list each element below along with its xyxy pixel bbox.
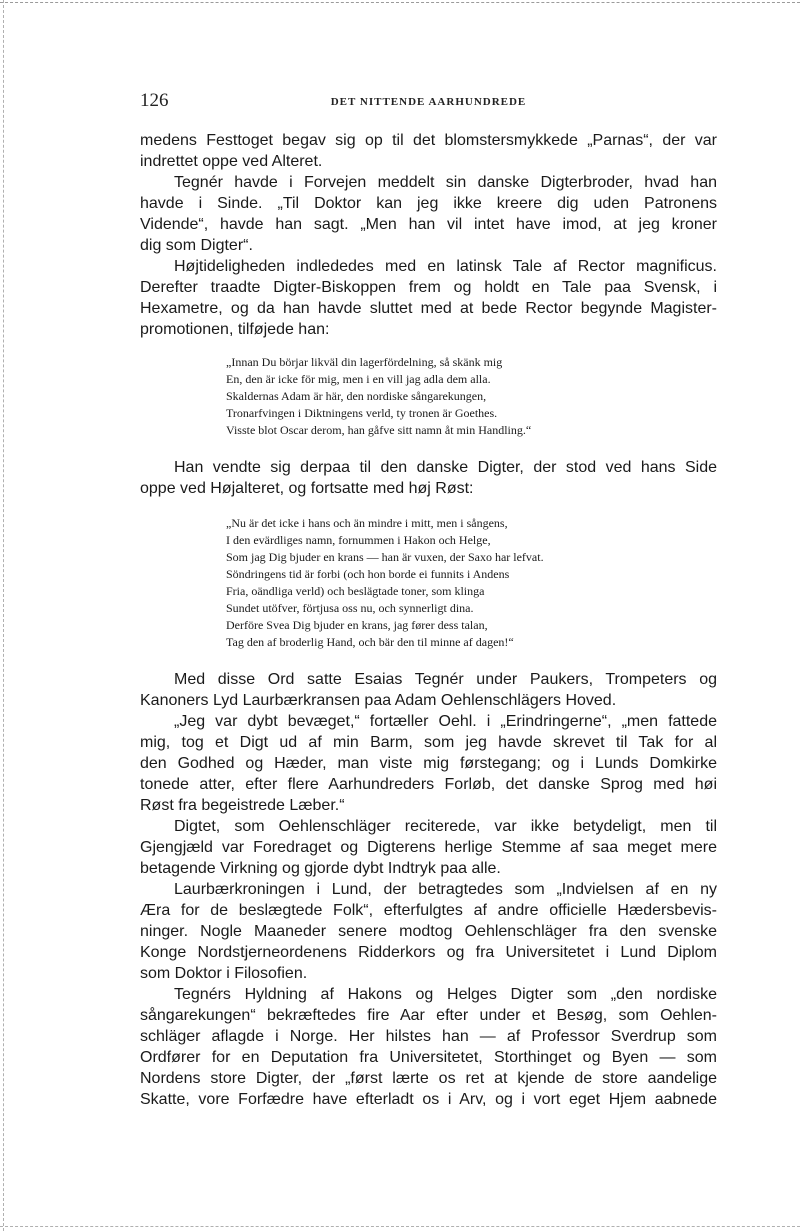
paragraph-3 xyxy=(140,256,717,340)
paragraph-6 xyxy=(140,711,717,816)
verse-line: Fria, oändliga verld) och beslägtade toner, som klinga xyxy=(226,584,485,598)
page-number: 126 xyxy=(140,90,169,111)
text-line: Nordens store Digter, der „først lærte os ret at kjende de store aandelige xyxy=(140,1070,717,1087)
verse-line: Sundet utöfver, förtjusa oss nu, och synnerligt dina. xyxy=(226,601,474,615)
text-line: Gjengjæld var Foredraget og Digterens herlige Stemme af saa meget mere xyxy=(140,839,717,856)
text-line: tonede atter, efter flere Aarhundreders Forløb, det danske Sprog med høi xyxy=(140,776,717,793)
page-header xyxy=(140,88,717,130)
text-line: Han vendte sig derpaa til den danske Digter, der stod ved hans Side xyxy=(174,459,717,476)
text-line: Derefter traadte Digter-Biskoppen frem og holdt en Tale paa Svensk, i xyxy=(140,279,717,296)
verse-line: Tronarfvingen i Diktningens verld, ty tronen är Goethes. xyxy=(226,406,498,420)
paragraph-7 xyxy=(140,816,717,879)
text-line: Kanoners Lyd Laurbærkransen paa Adam Oehlenschlägers Hoved. xyxy=(140,692,617,709)
page-content xyxy=(140,88,717,1110)
text-line: Røst fra begeistrede Læber.“ xyxy=(140,797,345,814)
text-line: indrettet oppe ved Alteret. xyxy=(140,153,323,170)
text-line: betagende Virkning og gjorde dybt Indtryk paa alle. xyxy=(140,860,501,877)
text-line: dig som Digter“. xyxy=(140,237,253,254)
text-line: mig, tog et Digt ud af min Barm, som jeg havde skrevet til Tak for al xyxy=(140,734,717,751)
paragraph-8 xyxy=(140,879,717,984)
paragraph-2 xyxy=(140,172,717,256)
scan-edge-left xyxy=(3,0,5,1231)
text-line: Æra for de beslægtede Folk“, efterfulgtes af andre officielle Hædersbevis- xyxy=(140,902,717,919)
paragraph-5 xyxy=(140,669,717,711)
text-line: schläger aflagde i Norge. Her hilstes han — af Professor Sverdrup som xyxy=(140,1028,717,1045)
text-line: Vidende“, havde han sagt. „Men han vil intet have imod, at jeg kroner xyxy=(140,216,717,233)
scan-edge-bottom xyxy=(0,1226,800,1228)
text-line: oppe ved Højalteret, og fortsatte med høj Røst: xyxy=(140,480,474,497)
text-line: sångarekungen“ bekræftedes fire Aar efter under et Besøg, som Oehlen- xyxy=(140,1007,717,1024)
scan-edge-top xyxy=(0,2,800,4)
text-line: „Jeg var dybt bevæget,“ fortæller Oehl. i „Erindringerne“, „men fattede xyxy=(174,713,717,730)
verse-quote-2 xyxy=(226,515,717,651)
text-line: som Doktor i Filosofien. xyxy=(140,965,308,982)
verse-line: Derföre Svea Dig bjuder en krans, jag fører dess talan, xyxy=(226,618,488,632)
text-line: Konge Nordstjerneordenens Ridderkors og fra Universitetet i Lund Diplom xyxy=(140,944,717,961)
text-line: Laurbærkroningen i Lund, der betragtedes som „Indvielsen af en ny xyxy=(174,881,717,898)
verse-quote-1 xyxy=(226,354,717,439)
text-line: ninger. Nogle Maaneder senere modtog Oehlenschläger fra den svenske xyxy=(140,923,717,940)
verse-line: Söndringens tid är forbi (och hon borde ei funnits i Andens xyxy=(226,567,510,581)
text-line: Hexametre, og da han havde sluttet med at bede Rector begynde Magister- xyxy=(140,300,717,317)
verse-line: En, den är icke för mig, men i en vill jag adla dem alla. xyxy=(226,372,491,386)
spacer xyxy=(140,439,717,457)
text-line: havde i Sinde. „Til Doktor kan jeg ikke kreere dig uden Patronens xyxy=(140,195,717,212)
verse-line: „Nu är det icke i hans och än mindre i mitt, men i sångens, xyxy=(226,516,508,530)
verse-line-lead: Visste blot Oscar derom, han gåfve sitt namn åt min Handling.“ xyxy=(226,423,532,437)
text-line: promotionen, tilføjede han: xyxy=(140,321,330,338)
text-line: Tegnérs Hyldning af Hakons og Helges Digter som „den nordiske xyxy=(174,986,717,1003)
text-line: Ordfører for en Deputation fra Universitetet, Storthinget og Byen — som xyxy=(140,1049,717,1066)
verse-line: I den evärdliges namn, fornummen i Hakon och Helge, xyxy=(226,533,491,547)
text-line: Skatte, vore Forfædre have efterladt os i Arv, og i vort eget Hjem aabnede xyxy=(140,1091,717,1108)
verse-line: Skaldernas Adam är här, den nordiske sångarekungen, xyxy=(226,389,487,403)
text-line: Tegnér havde i Forvejen meddelt sin danske Digterbroder, hvad han xyxy=(174,174,717,191)
verse-line: „Innan Du börjar likväl din lagerfördelning, så skänk mig xyxy=(226,355,503,369)
text-line: medens Festtoget begav sig op til det blomstersmykkede „Parnas“, der var xyxy=(140,132,717,149)
verse-line xyxy=(226,422,717,439)
spacer xyxy=(140,340,717,354)
text-line: Digtet, som Oehlenschläger reciterede, var ikke betydeligt, men til xyxy=(174,818,717,835)
text-line: Med disse Ord satte Esaias Tegnér under Paukers, Trompeters og xyxy=(174,671,717,688)
verse-line: Tag den af broderlig Hand, och bär den til minne af dagen!“ xyxy=(226,635,514,649)
paragraph-1 xyxy=(140,130,717,172)
paragraph-4 xyxy=(140,457,717,499)
spacer xyxy=(140,499,717,515)
spacer xyxy=(140,651,717,669)
paragraph-9 xyxy=(140,984,717,1110)
verse-line: Som jag Dig bjuder en krans — han är vuxen, der Saxo har lefvat. xyxy=(226,550,544,564)
running-title: DET NITTENDE AARHUNDREDE xyxy=(330,96,527,108)
text-line: Højtideligheden indlededes med en latinsk Tale af Rector magnificus. xyxy=(174,258,717,275)
text-line: den Godhed og Hæder, man viste mig førstegang; og i Lunds Domkirke xyxy=(140,755,717,772)
